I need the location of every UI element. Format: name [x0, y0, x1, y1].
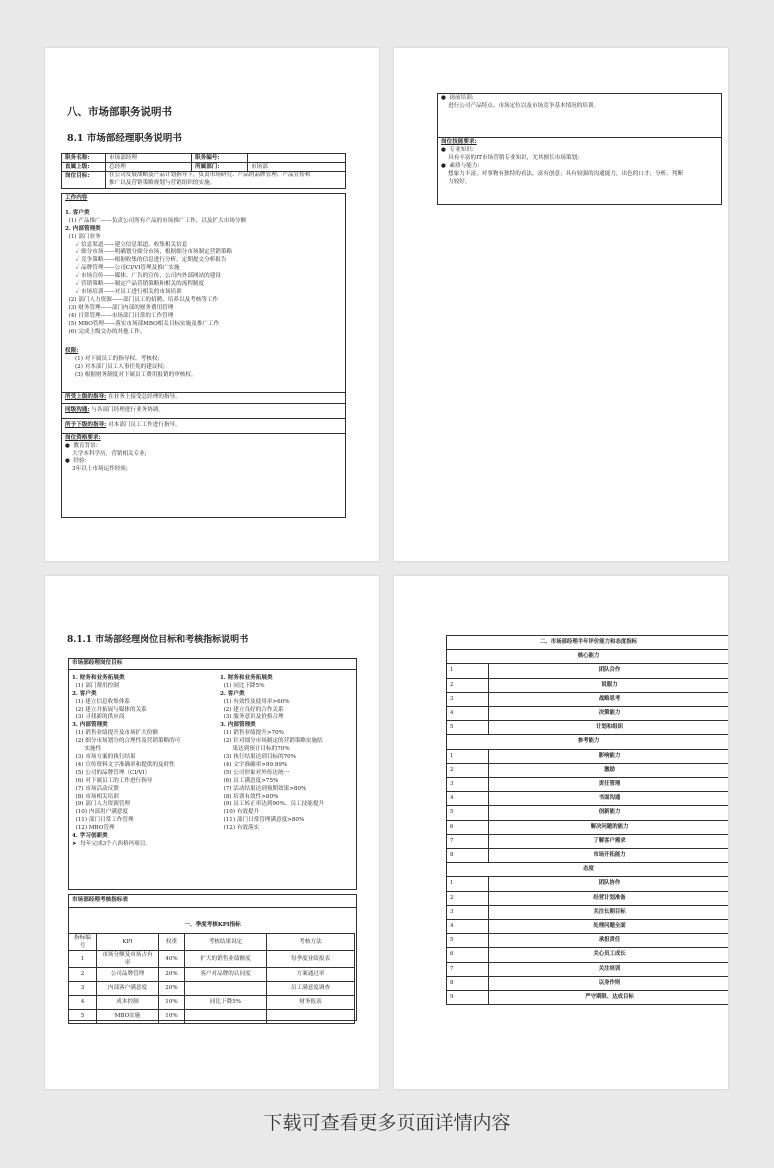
eval-index: 5 [447, 806, 489, 820]
kpi-col-header: 权重 [159, 933, 185, 950]
target-line: 1. 财务和业务拓展类 [220, 674, 273, 681]
eval-item: 处理问题全面 [489, 920, 729, 934]
eval-item: 团队协作 [489, 877, 729, 891]
kpi-cell: 内部客户满意度 [97, 981, 159, 995]
goal-line: (6) 对下属员工的工作进行指导 [72, 777, 153, 784]
target-line: (10) 有效提升 [220, 809, 260, 816]
table-row [69, 995, 355, 1009]
goals-list [72, 675, 220, 849]
kpi-header: 市场部经理考核指标表 [72, 897, 128, 903]
eval-item: 计划和组织 [489, 721, 729, 735]
target-line: (8) 培训有效性>80% [220, 793, 279, 800]
job-name-label: 职务名称: [62, 154, 106, 163]
eval-item: 说服力 [489, 678, 729, 692]
skill-line: 想象力丰富，对事物有独特的看法，富有创意；具有较强的沟通能力，出色的口才；分析、判断 [441, 170, 684, 177]
req-title: 岗位资格要求: [65, 434, 101, 441]
target-line: (7) 活动结果达到预期效果>80% [220, 785, 307, 792]
authority-title: 权限: [65, 348, 79, 355]
eval-index: 4 [447, 707, 489, 721]
table-row [447, 834, 729, 848]
duty-line: (2) 部门人力资源——部门员工的招聘、培养以及考核等工作 [65, 296, 219, 303]
kpi-cell [185, 981, 267, 995]
eval-index: 4 [447, 920, 489, 934]
table-row [447, 891, 729, 905]
goal-line: (4) 宣传资料文字准确率和提供的及时性 [72, 761, 175, 768]
table-row [447, 806, 729, 820]
kpi-cell: 方案通过率 [267, 967, 355, 981]
superior-label: 直属上级: [62, 163, 106, 172]
table-row [447, 792, 729, 806]
target-line: (6) 员工满意度>75% [220, 777, 279, 784]
target-line: (1) 同比下降5% [220, 682, 265, 689]
eval-item: 书面沟通 [489, 792, 729, 806]
eval-section-header: 核心能力 [447, 650, 729, 664]
table-row [447, 991, 729, 1005]
kpi-cell: 客户对品牌的认同度 [185, 967, 267, 981]
kpi-cell: 3 [69, 981, 97, 995]
kpi-box [68, 894, 357, 1021]
req-line: ● 教育背景: [65, 442, 98, 449]
summary-line: 推广以及营销策略规划与营销组织的实施。 [109, 179, 216, 186]
kpi-table [68, 933, 355, 1024]
eval-index: 5 [447, 721, 489, 735]
job-no-value [248, 154, 346, 163]
guide-value: 对本部门员工工作进行指导。 [108, 421, 181, 428]
duty-line: (1) 产品推广——负责公司所有产品的市场推广工作，以及扩大市场分额 [65, 217, 247, 224]
goal-line: (3) 寻找新的供应商 [72, 714, 125, 721]
eval-index: 6 [447, 820, 489, 834]
eval-index: 2 [447, 763, 489, 777]
document-page-3 [45, 576, 379, 1089]
kpi-cell: 同比下降5% [185, 995, 267, 1009]
kpi-cell: 员工满意度调查 [267, 981, 355, 995]
section-subtitle: 8.1.1 市场部经理岗位目标和考核指标说明书 [67, 635, 249, 645]
dept-value: 市场部 [248, 163, 346, 172]
eval-index: 8 [447, 976, 489, 990]
goal-line: (10) 内部用户满意度 [72, 809, 128, 816]
eval-index: 5 [447, 934, 489, 948]
skill-line: 力较好。 [441, 178, 471, 185]
target-line: (5) 公司形象对外传达统一 [220, 769, 290, 776]
target-line: (3) 执行结果达到目标的70% [220, 753, 297, 760]
duty-line: (6) 完成上级交办的其他工作。 [65, 328, 146, 335]
authority-line: (2) 对本部门员工人事任免的建议权; [75, 364, 165, 371]
section-subtitle: 8.1 市场部经理职务说明书 [67, 133, 182, 144]
guided-label: 所受上级的指导: [65, 394, 107, 401]
goal-line: 3. 内部管理类 [72, 722, 108, 729]
eval-section-header: 参考能力 [447, 735, 729, 749]
skill-line: 具有丰富的IT市场营销专业知识，尤其擅长市场策划; [441, 154, 580, 161]
target-line: (2) 建立良好的合作关系 [220, 706, 284, 713]
goal-line: ➤ 每年完成3个六西格玛项目。 [72, 840, 151, 847]
target-line: (2) 针对细分市场制定的营销策略实施结 [220, 738, 323, 745]
authority-line: (1) 对下属员工的指导权、考核权; [75, 356, 160, 363]
guide-label: 所予下级的指导: [65, 421, 107, 428]
kpi-cell: 财务报表 [267, 995, 355, 1009]
kpi-col-header: 考核结果设定 [185, 933, 267, 950]
duty-line: (1) 部门业务 [65, 233, 101, 240]
duty-line: ✓ 细分市场——明确划分细分市场，根据细分市场制定营销策略 [65, 249, 233, 256]
eval-item: 决策能力 [489, 707, 729, 721]
duty-line: 1. 客户类 [65, 209, 90, 216]
req-line: 大学本科学历，营销相关专业; [65, 450, 147, 457]
authority-line: (3) 根据财务制度对下属员工费用报销的审核权。 [75, 372, 197, 379]
target-line: (1) 有效性及使用率>60% [220, 698, 290, 705]
kpi-cell: 4 [69, 995, 97, 1009]
training-skills-box [437, 93, 722, 205]
duty-line: (4) 日常管理——市场部门日常的工作管理 [65, 312, 174, 319]
duties-box [61, 193, 346, 518]
eval-index: 2 [447, 678, 489, 692]
target-line: 2. 客户类 [220, 690, 245, 697]
peer-label: 同级沟通: [65, 406, 90, 413]
goal-line: (3) 市场方案的执行结果 [72, 753, 136, 760]
eval-item: 以身作则 [489, 976, 729, 990]
eval-index: 1 [447, 749, 489, 763]
goal-line: (2) 细分市场划分的合理性及营销策略的可 [72, 738, 181, 745]
table-row [69, 1009, 355, 1023]
target-line: (9) 员工转正率达到90%、员工技能提升 [220, 801, 325, 808]
kpi-col-header: KPI [97, 933, 159, 950]
document-page-4 [394, 576, 728, 1089]
table-row [447, 905, 729, 919]
kpi-cell: 市场分额及市场占有率 [97, 950, 159, 967]
job-name-value: 市场部经理 [106, 154, 192, 163]
eval-item: 责任管理 [489, 778, 729, 792]
guided-value: 在业务上接受总经理的指导。 [108, 394, 181, 401]
table-row [447, 721, 729, 735]
req-list [65, 443, 342, 475]
target-line: (4) 文字准确率>99.99% [220, 761, 288, 768]
kpi-subtitle: 一、季度考核KPI指标 [184, 921, 241, 928]
kpi-col-header: 考核方法 [267, 933, 355, 950]
peer-value: 与各部门经理进行业务协调。 [91, 406, 164, 413]
kpi-cell: 成本控制 [97, 995, 159, 1009]
kpi-cell: 2 [69, 967, 97, 981]
section-title: 八、市场部职务说明书 [67, 106, 172, 118]
target-line: (1) 销售业绩提升>70% [220, 730, 284, 737]
dept-label: 所属部门: [192, 163, 248, 172]
training-line: 进行公司产品特点、市场定位以及市场竞争基本情况的培训。 [441, 102, 600, 109]
table-row [447, 778, 729, 792]
eval-section-header: 态度 [447, 863, 729, 877]
goal-line: 实施性 [72, 746, 102, 753]
goal-line: 1. 财务和业务拓展类 [72, 674, 125, 681]
skill-list [441, 147, 718, 187]
targets-list [220, 675, 353, 849]
skill-line: ● 专业知识: [441, 146, 474, 153]
target-line: (12) 有效落实 [220, 825, 260, 832]
table-row [447, 920, 729, 934]
goal-line: (12) MBO管理 [72, 825, 115, 832]
eval-item: 战略思考 [489, 692, 729, 706]
goal-line: (9) 部门人力资源管理 [72, 801, 131, 808]
table-row [447, 678, 729, 692]
eval-index: 3 [447, 905, 489, 919]
goals-header: 市场部经理岗位目标 [72, 660, 123, 666]
eval-item: 了解客户需求 [489, 834, 729, 848]
kpi-cell: 20% [159, 967, 185, 981]
eval-item: 经营计划准备 [489, 891, 729, 905]
eval-item: 创新能力 [489, 806, 729, 820]
kpi-cell: 10% [159, 1009, 185, 1023]
duties-list [65, 210, 342, 337]
table-row [69, 950, 355, 967]
eval-item: 承担责任 [489, 934, 729, 948]
job-info-table [61, 153, 346, 189]
kpi-cell: 40% [159, 950, 185, 967]
superior-value: 总经理 [106, 163, 192, 172]
eval-index: 3 [447, 778, 489, 792]
skill-line: ● 素质与能力: [441, 162, 480, 169]
duty-line: (5) MBO管理——落实市场部MBO相关目标实施及推广工作 [65, 320, 220, 327]
job-no-label: 职务编号: [192, 154, 248, 163]
table-row [447, 664, 729, 678]
goals-box [68, 658, 357, 890]
goal-line: (5) 公司的品牌管理（CI/VI） [72, 769, 151, 776]
target-line: (3) 服务意识及价格合理 [220, 714, 284, 721]
eval-item: 市场开拓能力 [489, 849, 729, 863]
goal-line: (7) 市场活动反馈 [72, 785, 119, 792]
eval-index: 1 [447, 664, 489, 678]
target-line: 果达到预计目标的70% [220, 746, 290, 753]
eval-index: 8 [447, 849, 489, 863]
eval-item: 关心员工成长 [489, 948, 729, 962]
duty-line: ✓ 信息渠道——建立信息渠道，收集相关信息 [65, 241, 188, 248]
kpi-cell: 公司品牌管理 [97, 967, 159, 981]
table-row [447, 763, 729, 777]
table-row [447, 820, 729, 834]
authority-list [65, 356, 342, 380]
table-row [447, 934, 729, 948]
eval-index: 3 [447, 692, 489, 706]
duty-line: ✓ 市场培训——对员工进行相关的市场培训 [65, 288, 182, 295]
eval-item: 影响能力 [489, 749, 729, 763]
req-line: 3年以上市场运作经验; [65, 466, 128, 473]
kpi-cell: 20% [159, 981, 185, 995]
goal-line: (1) 销售业绩提升及市场扩大份额 [72, 730, 158, 737]
duties-title: 工作内容 [65, 195, 88, 201]
summary-label: 岗位目标: [62, 172, 106, 189]
eval-item: 严守期限、达成目标 [489, 991, 729, 1005]
download-caption: 下载可查看更多页面详情内容 [263, 1112, 511, 1134]
eval-item: 激励 [489, 763, 729, 777]
document-page-1 [45, 48, 379, 561]
table-row [447, 877, 729, 891]
table-row [447, 692, 729, 706]
eval-table [446, 635, 728, 1005]
duty-line: ✓ 品牌管理——公司CI/VI管理及推广实施 [65, 265, 180, 272]
eval-item: 关注长期目标 [489, 905, 729, 919]
document-page-2 [394, 48, 728, 561]
kpi-cell: 扩大的销售业绩额度 [185, 950, 267, 967]
summary-line: 在公司发展战略及产品计划指导下，负责市场研究、产品的品牌管理、产品宣传和 [109, 172, 311, 178]
eval-index: 1 [447, 877, 489, 891]
eval-index: 6 [447, 948, 489, 962]
kpi-cell: 10% [159, 995, 185, 1009]
duty-line: ✓ 竞争策略——根据收集的信息进行分析，定期提交分析报告 [65, 257, 227, 264]
table-row [69, 967, 355, 981]
eval-index: 4 [447, 792, 489, 806]
kpi-cell [267, 1009, 355, 1023]
goal-line: (8) 市场相关培训 [72, 793, 119, 800]
table-row [447, 749, 729, 763]
duty-line: ✓ 市场宣传——媒体、广告的宣传，公司内外部网站的建设 [65, 273, 221, 280]
eval-index: 9 [447, 991, 489, 1005]
duty-line: 2. 内部管理类 [65, 225, 101, 232]
pre-training [441, 95, 718, 111]
table-row [447, 849, 729, 863]
goal-line: (1) 部门费用控制 [72, 682, 119, 689]
duty-line: ✓ 营销策略——制定产品营销策略和相关的流程制度 [65, 281, 205, 288]
target-line: 3. 内部管理类 [220, 722, 256, 729]
skill-title: 岗位技能要求: [441, 139, 477, 145]
eval-index: 7 [447, 834, 489, 848]
eval-item: 关注培训 [489, 962, 729, 976]
kpi-cell: 1 [69, 950, 97, 967]
req-line: ● 经验: [65, 458, 87, 465]
goal-line: 4. 学习创新类 [72, 833, 108, 840]
eval-item: 团队合作 [489, 664, 729, 678]
kpi-cell: 5 [69, 1009, 97, 1023]
training-line: ● 岗前培训: [441, 95, 474, 101]
table-row [447, 962, 729, 976]
target-line: (11) 部门日常管理满意度>80% [220, 817, 305, 824]
table-row [69, 981, 355, 995]
table-row [447, 948, 729, 962]
table-row [447, 707, 729, 721]
eval-index: 7 [447, 962, 489, 976]
goal-line: (2) 建立并拓展与媒体的关系 [72, 706, 147, 713]
eval-index: 2 [447, 891, 489, 905]
goal-line: 2. 客户类 [72, 690, 97, 697]
kpi-cell: MBO实施 [97, 1009, 159, 1023]
kpi-col-header: 指标编号 [69, 933, 97, 950]
goal-line: (1) 建立信息收集体系 [72, 698, 131, 705]
eval-title: 二、市场部经理半年评价能力和态度指标 [447, 636, 729, 650]
eval-item: 解决问题的能力 [489, 820, 729, 834]
kpi-cell: 每季度业绩报表 [267, 950, 355, 967]
goal-line: (11) 部门日常工作管理 [72, 817, 134, 824]
duty-line: (3) 财务管理——部门内部的财务费用管理 [65, 304, 174, 311]
table-row [447, 976, 729, 990]
kpi-cell [185, 1009, 267, 1023]
